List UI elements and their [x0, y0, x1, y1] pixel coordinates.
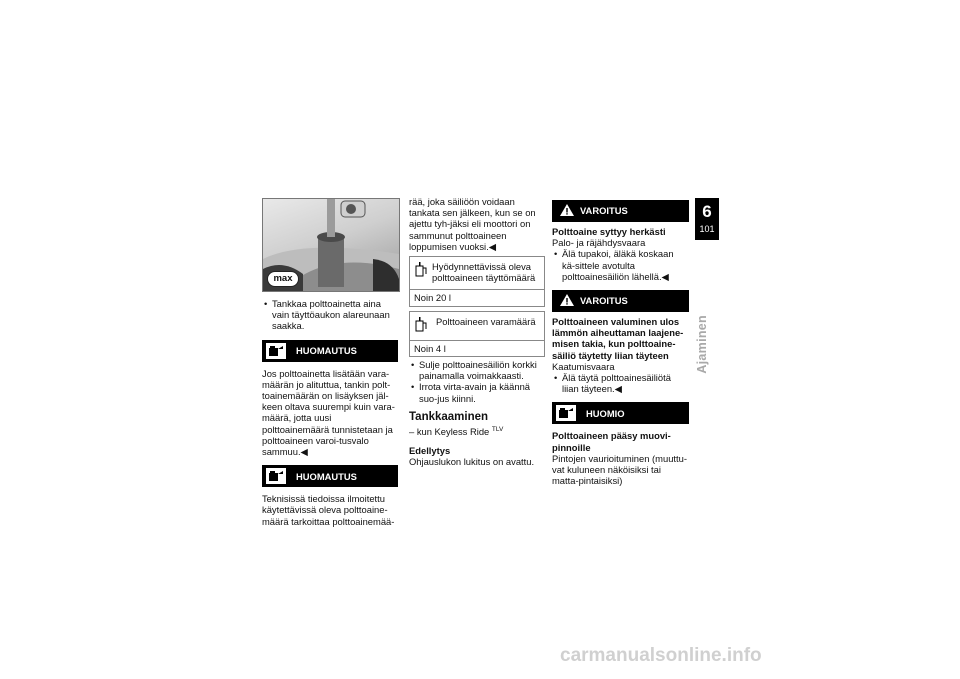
notice-title: Polttoaineen pääsy muovi-pinnoille: [552, 430, 671, 453]
chapter-tab: [695, 198, 719, 240]
fuel-reserve-value: Noin 4 l: [414, 342, 446, 354]
column-2: [409, 196, 545, 468]
prerequisite-title: Edellytys: [409, 445, 451, 457]
warning-title: Polttoaine syttyy herkästi: [552, 226, 666, 237]
watermark: carmanualsonline.info: [560, 645, 762, 666]
bullet-list: [409, 359, 545, 404]
notice-icon: [556, 405, 576, 421]
prerequisite-text: Ohjauslukon lukitus on avattu.: [409, 456, 535, 468]
warning-label: VAROITUS: [580, 295, 628, 307]
warning-text: Kaatumisvaara: [552, 360, 615, 372]
notice-label: HUOMIO: [586, 407, 625, 419]
fuel-pump-icon: [414, 316, 432, 334]
page-number: 101: [699, 224, 715, 234]
max-badge: max: [267, 271, 299, 287]
fuel-capacity-block: [409, 256, 545, 307]
bullet-list: [552, 372, 689, 394]
section-title: Tankkaaminen: [409, 410, 489, 423]
list-item: • Irrota virta-avain ja käännä suo-jus kiinni.: [409, 381, 545, 403]
notice-icon: [266, 343, 286, 359]
continued-text: rää, joka säiliöön voidaan tankata sen jälkeen, kun se on ajettu tyh-jäksi eli moottori on sammunut polttoaineen loppumisen vuoksi.◀: [409, 196, 536, 252]
notice-text: Pintojen vaurioituminen (muuttu-vat kuluneen näköisiksi tai matta-pintaisiksi): [552, 452, 687, 487]
column-3: [552, 200, 689, 486]
warning-label: VAROITUS: [580, 205, 628, 217]
notice-bar: [262, 465, 398, 487]
fuel-capacity-label: Hyödynnettävissä oleva polttoaineen täyttömäärä: [432, 261, 536, 284]
notice-bar: [552, 402, 689, 424]
notice-text: Jos polttoainetta lisätään vara-määrän jo alituttua, tankin polt-toainemäärän on lisäyksen jäl-keen oltava suurempi kuin vara-määrä, jotta uusi polttoainemäärä tunnistetaan ja polttoaineen varoi-tusvalo sammuu.◀: [262, 367, 395, 458]
fuel-reserve-label: Polttoaineen varamäärä: [436, 315, 536, 327]
warning-text: Palo- ja räjähdysvaara: [552, 237, 646, 249]
option-code: TLV: [491, 425, 504, 433]
fuel-tank-photo: [262, 198, 400, 292]
fuel-reserve-block: [409, 311, 545, 357]
list-item: • Älä täytä polttoainesäiliötä liian täyteen.◀: [552, 372, 689, 394]
chapter-side-label: Ajaminen: [695, 315, 709, 374]
notice-icon: [266, 468, 286, 484]
warning-icon: [560, 204, 574, 218]
notice-label: HUOMAUTUS: [296, 345, 357, 356]
list-item: • Tankkaa polttoainetta aina vain täyttöaukon alareunaan saakka.: [262, 298, 398, 332]
notice-text: Teknisissä tiedoissa ilmoitettu käytettävissä oleva polttoaine-määrä tarkoittaa polttoainemää-: [262, 493, 395, 527]
fuel-pump-icon: [414, 261, 428, 283]
fuel-capacity-value: Noin 20 l: [414, 292, 452, 304]
warning-icon: [560, 294, 574, 308]
list-item: • Sulje polttoainesäiliön korkki painamalla voimakkaasti.: [409, 359, 545, 381]
notice-label: HUOMAUTUS: [296, 470, 357, 482]
option-line: – kun Keyless Ride $^{TLV}$: [409, 425, 504, 437]
warning-bar: [552, 290, 689, 312]
warning-title: Polttoaineen valuminen ulos lämmön aiheuttaman laajene-misen takia, kun polttoaine-säiliö täytetty liian täyteen: [552, 316, 684, 361]
bullet-list: [262, 298, 398, 332]
warning-bar: [552, 200, 689, 222]
chapter-number: 6: [702, 202, 712, 221]
notice-bar: [262, 340, 398, 362]
bullet-list: [552, 248, 689, 282]
column-1: [262, 198, 398, 527]
list-item: • Älä tupakoi, äläkä koskaan kä-sittele avotulta polttoainesäiliön lähellä.◀: [552, 248, 689, 282]
